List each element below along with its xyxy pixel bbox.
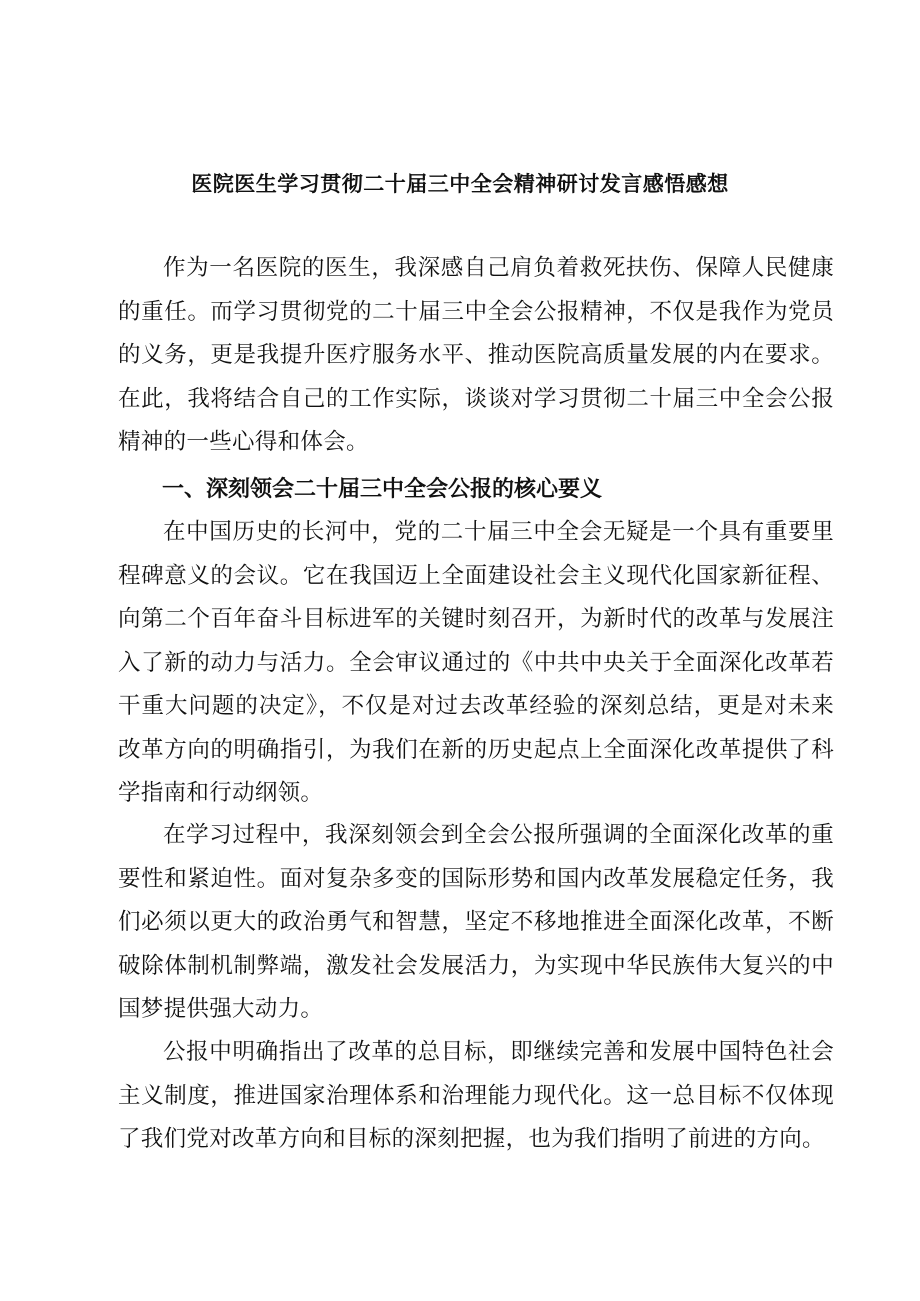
section-heading-1: 一、深刻领会二十届三中全会公报的核心要义: [162, 477, 603, 502]
document-title: 医院医生学习贯彻二十届三中全会精神研讨发言感悟感想: [191, 172, 729, 196]
paragraph-4: 公报中明确指出了改革的总目标，即继续完善和发展中国特色社会主义制度，推进国家治理体系和治理能力现代化。这一总目标不仅体现了我们党对改革方向和目标的深刻把握，也为我们指明了前进的方向。: [118, 1039, 834, 1152]
paragraph-intro: 作为一名医院的医生，我深感自己肩负着救死扶伤、保障人民健康的重任。而学习贯彻党的二十届三中全会公报精神，不仅是我作为党员的义务，更是我提升医疗服务水平、推动医院高质量发展的内在要求。在此，我将结合自己的工作实际，谈谈对学习贯彻二十届三中全会公报精神的一些心得和体会。: [118, 255, 834, 455]
paragraph-3: 在学习过程中，我深刻领会到全会公报所强调的全面深化改革的重要性和紧迫性。面对复杂多变的国际形势和国内改革发展稳定任务，我们必须以更大的政治勇气和智慧，坚定不移地推进全面深化改革，不断破除体制机制弊端，激发社会发展活力，为实现中华民族伟大复兴的中国梦提供强大动力。: [118, 822, 834, 1022]
paragraph-2: 在中国历史的长河中，党的二十届三中全会无疑是一个具有重要里程碑意义的会议。它在我国迈上全面建设社会主义现代化国家新征程、向第二个百年奋斗目标进军的关键时刻召开，为新时代的改革与发展注入了新的动力与活力。全会审议通过的《中共中央关于全面深化改革若干重大问题的决定》，不仅是对过去改革经验的深刻总结，更是对未来改革方向的明确指引，为我们在新的历史起点上全面深化改革提供了科学指南和行动纲领。: [118, 519, 834, 806]
